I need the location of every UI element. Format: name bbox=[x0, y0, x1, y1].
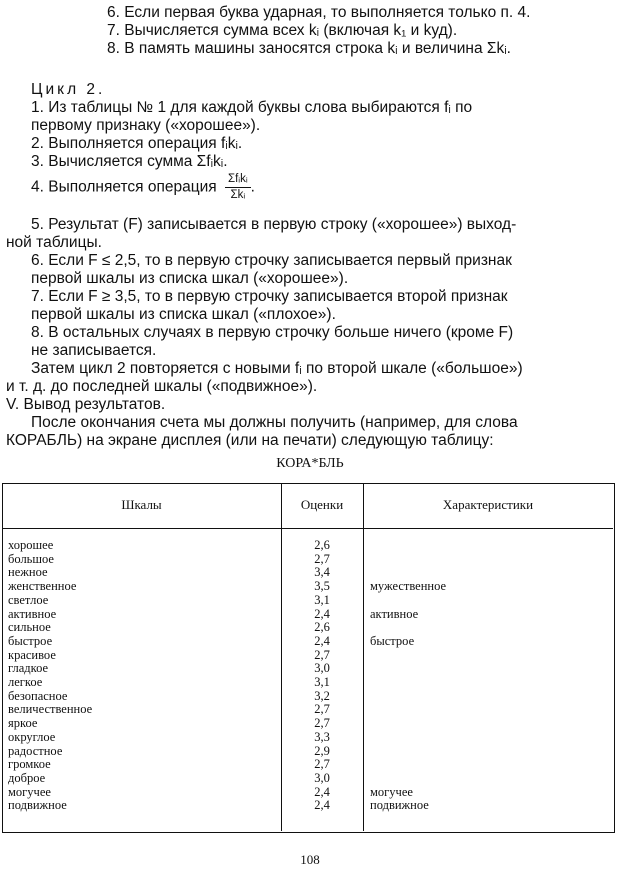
table-cell-scale: красивое bbox=[8, 647, 56, 662]
cycle2-heading: Цикл 2. bbox=[31, 81, 106, 98]
cycle2-repeat-line2: и т. д. до последней шкалы («подвижное»). bbox=[6, 378, 318, 395]
table-cell-characteristic: быстрое bbox=[370, 633, 415, 648]
cycle2-item2: 2. Выполняется операция fᵢkᵢ. bbox=[31, 135, 243, 152]
table-cell-scale: легкое bbox=[8, 675, 43, 689]
table-cell-scale: сильное bbox=[8, 620, 51, 635]
cycle2-repeat-line1: Затем цикл 2 повторяется с новыми fᵢ по второй шкале («большое») bbox=[31, 360, 523, 377]
section5-heading: V. Вывод результатов. bbox=[6, 396, 166, 413]
table-cell-score: 2,4 bbox=[314, 633, 330, 648]
cycle2-item8-line1: 8. В остальных случаях в первую строчку больше ничего (кроме F) bbox=[31, 324, 514, 341]
table-cell-score: 3,5 bbox=[314, 579, 330, 594]
table-cell-score: 3,3 bbox=[314, 729, 330, 744]
table-cell-scale: могучее bbox=[8, 784, 51, 799]
table-cell-scale: активное bbox=[8, 606, 57, 621]
table-cell-scale: быстрое bbox=[8, 633, 53, 648]
table-cell-score: 2,4 bbox=[314, 798, 330, 813]
table-cell-scale: гладкое bbox=[8, 661, 49, 676]
table-cell-scale: большое bbox=[8, 551, 54, 566]
table-cell-score: 2,7 bbox=[314, 716, 330, 731]
table-cell-scale: громкое bbox=[8, 757, 51, 772]
formula-numerator: Σfᵢkᵢ bbox=[225, 173, 251, 188]
cycle2-item1-line1: 1. Из таблицы № 1 для каждой буквы слова выбираются fᵢ по bbox=[31, 99, 473, 116]
cycle2-item4-suffix: . bbox=[250, 178, 255, 196]
header-scales: Шкалы bbox=[121, 497, 162, 512]
table-cell-scale: безопасное bbox=[8, 688, 68, 703]
table-cell-scale: подвижное bbox=[8, 798, 67, 813]
cycle2-item1-line2: первому признаку («хорошее»). bbox=[31, 117, 261, 134]
table-cell-score: 3,0 bbox=[314, 661, 330, 676]
table-cell-scale: хорошее bbox=[8, 538, 54, 552]
cycle2-item3: 3. Вычисляется сумма Σfᵢkᵢ. bbox=[31, 153, 228, 170]
cycle2-item5-line2: ной таблицы. bbox=[6, 234, 102, 251]
table-cell-scale: нежное bbox=[8, 565, 48, 580]
step-7: 7. Вычисляется сумма всех kᵢ (включая k₁ и kуд). bbox=[107, 22, 458, 39]
header-scores: Оценки bbox=[300, 497, 344, 512]
page-number: 108 bbox=[300, 852, 320, 867]
table-cell-score: 2,9 bbox=[314, 743, 330, 758]
cycle2-item6-line1: 6. Если F ≤ 2,5, то в первую строчку записывается первый признак bbox=[31, 252, 512, 269]
table-cell-score: 2,4 bbox=[314, 606, 330, 621]
cycle2-item6-line2: первой шкалы из списка шкал («хорошее»). bbox=[31, 270, 349, 287]
table-cell-score: 2,4 bbox=[314, 784, 330, 799]
table-header-rule bbox=[2, 528, 613, 529]
table-cell-characteristic: мужественное bbox=[370, 579, 447, 594]
table-cell-scale: радостное bbox=[8, 743, 63, 758]
cycle2-item5-line1: 5. Результат (F) записывается в первую строку («хорошее») выход- bbox=[31, 216, 517, 233]
table-cell-scale: светлое bbox=[8, 592, 49, 607]
header-characteristics: Характеристики bbox=[442, 497, 534, 512]
table-cell-characteristic: могучее bbox=[370, 784, 413, 799]
table-cell-score: 2,6 bbox=[314, 620, 330, 635]
table-cell-scale: округлое bbox=[8, 729, 56, 744]
cycle2-item4 bbox=[31, 173, 255, 202]
table-cell-score: 3,2 bbox=[314, 688, 330, 703]
table-divider-2 bbox=[363, 483, 364, 831]
table-cell-scale: величественное bbox=[8, 702, 93, 717]
table-cell-score: 2,7 bbox=[314, 702, 330, 717]
table-cell-score: 3,4 bbox=[314, 565, 330, 580]
table-cell-scale: женственное bbox=[8, 579, 77, 594]
table-cell-characteristic: подвижное bbox=[370, 798, 429, 813]
table-cell-scale: доброе bbox=[8, 770, 46, 785]
table-cell-score: 2,7 bbox=[314, 647, 330, 662]
cycle2-item4-prefix: 4. Выполняется операция bbox=[31, 178, 217, 196]
table-cell-score: 2,7 bbox=[314, 551, 330, 566]
table-cell-score: 3,1 bbox=[314, 592, 330, 607]
cycle2-item8-line2: не записывается. bbox=[31, 342, 157, 359]
formula-fraction bbox=[225, 173, 251, 202]
table-cell-score: 2,7 bbox=[314, 757, 330, 772]
step-6: 6. Если первая буква ударная, то выполняется только п. 4. bbox=[107, 4, 531, 21]
table-cell-score: 3,1 bbox=[314, 675, 330, 689]
section5-para-line1: После окончания счета мы должны получить (например, для слова bbox=[31, 414, 518, 431]
cycle2-item7-line2: первой шкалы из списка шкал («плохое»). bbox=[31, 306, 336, 323]
cycle2-item7-line1: 7. Если F ≥ 3,5, то в первую строчку записывается второй признак bbox=[31, 288, 508, 305]
section5-para-line2: КОРАБЛЬ) на экране дисплея (или на печати) следующую таблицу: bbox=[6, 432, 494, 449]
table-caption: КОРА*БЛЬ bbox=[276, 456, 344, 471]
table-cell-characteristic: активное bbox=[370, 606, 419, 621]
formula-denominator: Σkᵢ bbox=[230, 189, 246, 201]
step-8: 8. В память машины заносятся строка kᵢ и величина Σkᵢ. bbox=[107, 40, 511, 57]
table-cell-score: 3,0 bbox=[314, 770, 330, 785]
table-cell-score: 2,6 bbox=[314, 538, 330, 552]
table-cell-scale: яркое bbox=[8, 716, 38, 731]
